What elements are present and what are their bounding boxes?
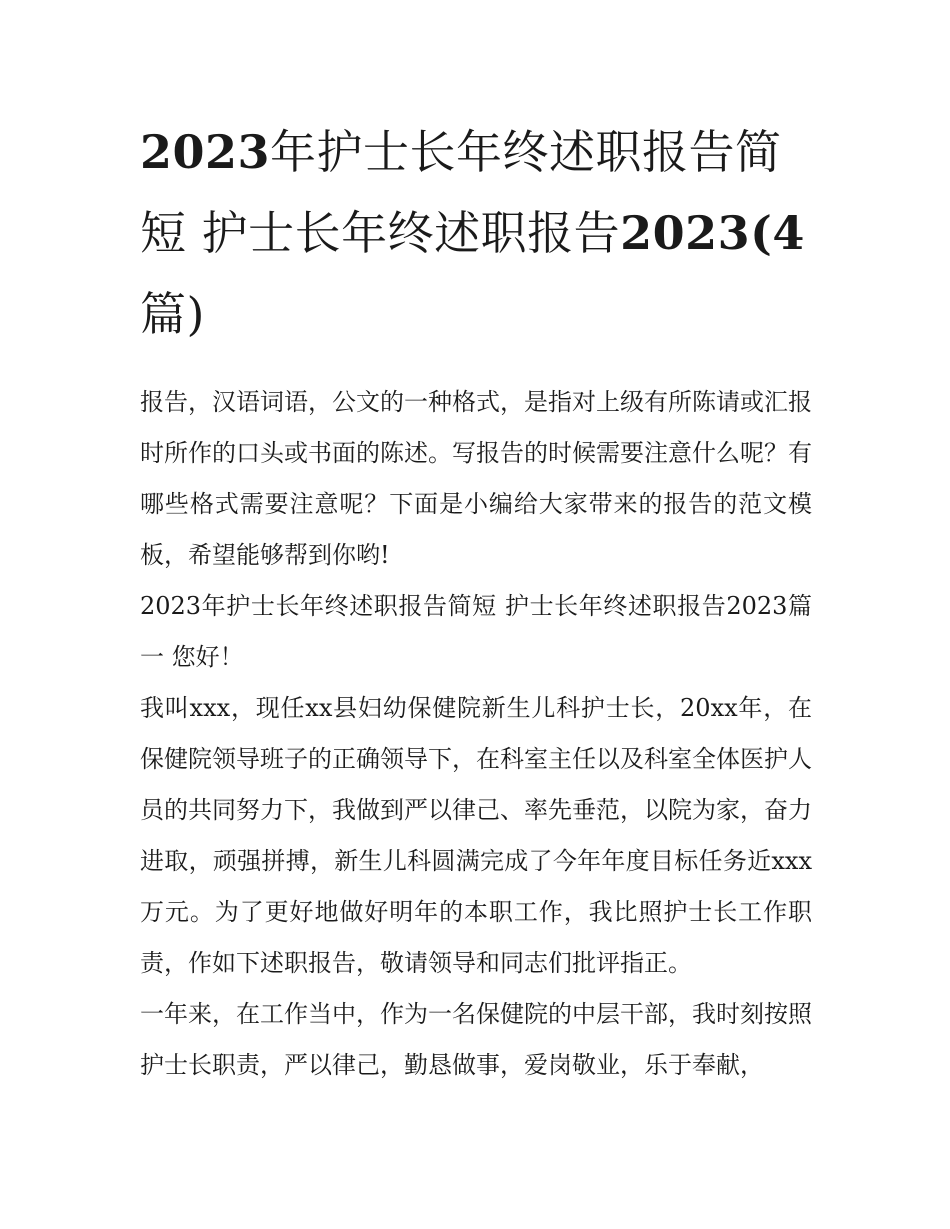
paragraph-intro: 报告，汉语词语，公文的一种格式，是指对上级有所陈请或汇报时所作的口头或书面的陈述。写报告的时候需要注意什么呢？有哪些格式需要注意呢？下面是小编给大家带来的报告的范文模板，希望能够帮到你哟! (140, 388, 812, 569)
title-year-count: 2023(4 (620, 206, 805, 260)
title-year: 2023 (140, 125, 271, 179)
paragraph-self-introduction: 我叫xxx，现任xx县妇幼保健院新生儿科护士长，20xx年，在保健院领导班子的正确领导下，在科室主任以及科室全体医护人员的共同努力下，我做到严以律己、率先垂范，以院为家，奋力进取，顽强拼搏，新生儿科圆满完成了今年年度目标任务近xxx万元。为了更好地做好明年的本职工作，我比照护士长工作职责，作如下述职报告，敬请领导和同志们批评指正。 (140, 694, 812, 977)
document-body (140, 377, 812, 1091)
document-page (140, 112, 812, 1091)
paragraph-section-heading: 2023年护士长年终述职报告简短 护士长年终述职报告2023篇一 您好！ (140, 592, 812, 671)
document-title (140, 112, 812, 355)
paragraph-work-summary: 一年来，在工作当中，作为一名保健院的中层干部，我时刻按照护士长职责，严以律己，勤恳做事，爱岗敬业，乐于奉献， (140, 1000, 812, 1079)
title-text: 年护士长年终述职报告简短 护士长年终述职报告 (140, 125, 782, 260)
title-end: 篇) (140, 287, 205, 341)
